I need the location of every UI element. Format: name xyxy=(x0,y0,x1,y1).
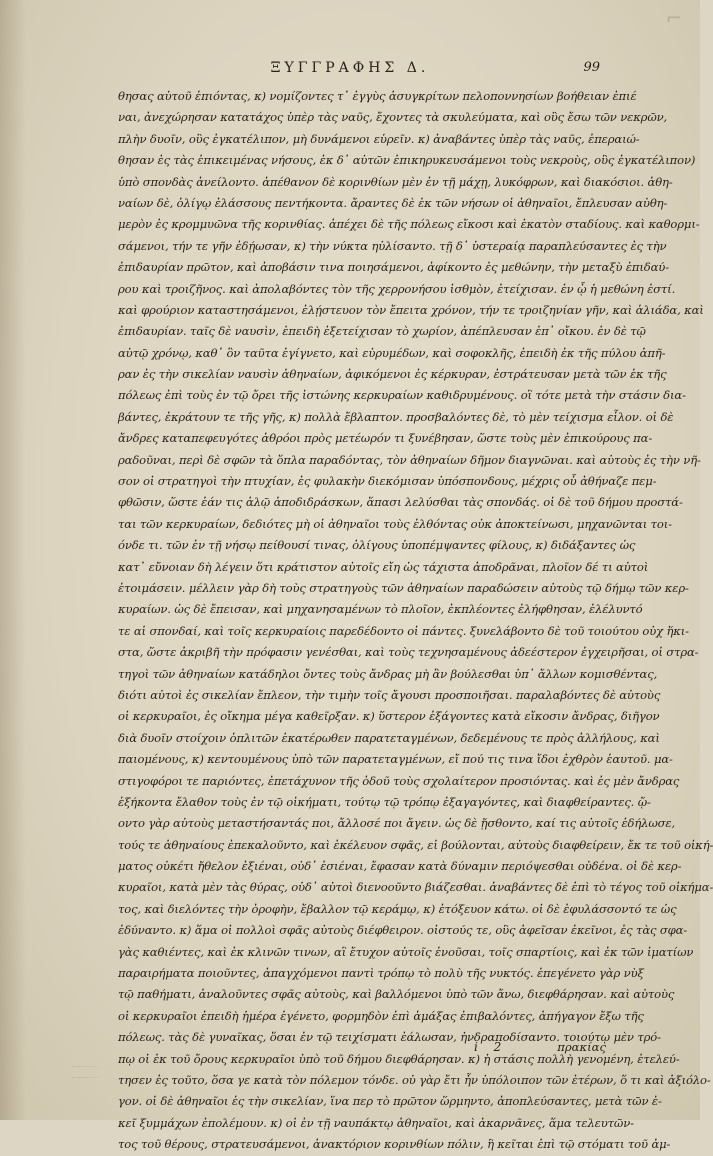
text-line: ματος οὐκέτι ἤθελον ἐξιέναι, οὐδ᾽ ἐσιέναι, ἔφασαν κατὰ δύναμιν περιόψεσθαι οὐδένα. οἱ δὲ κερ- xyxy=(118,859,682,874)
catchword: πρακίας xyxy=(557,1040,606,1054)
text-line: ἑτοιμάσειν. μέλλειν γὰρ δὴ τοὺς στρατηγοὺς τῶν ἀθηναίων παραδώσειν αὐτοὺς τῷ δήμῳ τῶν κερ- xyxy=(118,580,689,595)
text-line: ἐπιδαυρίαν πρῶτον, καὶ ἀποβάσιν τινα ποιησάμενοι, ἀφίκοντο ἐς μεθώνην, τὴν μεταξὺ ἐπιδαύ- xyxy=(118,260,669,275)
text-line: τος τοῦ θέρους, στρατευσάμενοι, ἀνακτόριον κορινθίων πόλιν, ἣ κεῖται ἐπὶ τῷ στόματι τοῦ ἀμ- xyxy=(118,1137,671,1152)
text-line: μερὸν ἐς κρομμυῶνα τῆς κορινθίας. ἀπέχει δὲ τῆς πόλεως εἴκοσι καὶ ἑκατὸν σταδίους. καὶ καθορμι- xyxy=(118,217,700,232)
text-line: τος, καὶ διελόντες τὴν ὀροφὴν, ἔβαλλον τῷ κεράμῳ, κ) ἐτόξευον κάτω. οἱ δὲ ἐφυλάσσοντό τε ὡς xyxy=(118,901,677,916)
text-line: ἑξήκοντα ἔλαθον τοὺς ἐν τῷ οἰκήματι, τούτῳ τῷ τρόπῳ ἐξαγαγόντες, καὶ διαφθείραντες. ᾤ- xyxy=(118,794,651,809)
corner-fold-icon: ⌐ xyxy=(665,6,683,30)
text-line: τῷ παθήματι, ἀναλοῦντες σφᾶς αὐτοὺς, καὶ βαλλόμενοι ὑπὸ τῶν ἄνω, διεφθάρησαν. καὶ αὐτοὺς xyxy=(118,987,675,1002)
running-head xyxy=(0,60,700,82)
gutter-shadow xyxy=(0,0,26,1120)
text-line: πόλεως ἐπὶ τοὺς ἐν τῷ ὄρει τῆς ἰστώνης κερκυραίων καθιδρυμένους. οἳ τότε μετὰ τὴν στάσιν δια- xyxy=(118,388,686,403)
text-line: θησαν ἐς τὰς ἐπικειμένας νήσους, ἐκ δ᾽ αὐτῶν ἐπικηρυκευσάμενοι τοὺς νεκροὺς, οὓς ἐγκατέλιπον) xyxy=(118,153,696,168)
text-line: τε αἱ σπονδαί, καὶ τοῖς κερκυραίοις παρεδέδοντο οἱ πάντες. ξυνελάβοντο δὲ τοῦ τοιούτου οὐχ ἥκι- xyxy=(118,623,689,638)
text-line: φθῶσιν, ὥστε ἐάν τις ἁλῷ ἀποδιδράσκων, ἅπασι λελύσθαι τὰς σπονδάς. οἱ δὲ τοῦ δήμου προστά- xyxy=(118,495,683,510)
text-line: διότι αὐτοὶ ἐς σικελίαν ἔπλεον, τὴν τιμὴν τοῖς ἄγουσι προσποιῆσαι. παραλαβόντες δὲ αὐτοὺς xyxy=(118,687,661,702)
text-line: στιγοφόροι τε παριόντες, ἐπετάχυνον τῆς ὁδοῦ τοὺς σχολαίτερον προσιόντας. καὶ ἐς μὲν ἄνδρας xyxy=(118,773,680,788)
text-line: σον οἱ στρατηγοὶ τὴν πτυχίαν, ἐς φυλακὴν διεκόμισαν ὑπόσπονδους, μέχρις οὗ ἀθήναζε πεμ- xyxy=(118,474,657,489)
page-number: 99 xyxy=(583,60,600,75)
text-line: πόλεως. τὰς δὲ γυναῖκας, ὅσαι ἐν τῷ τειχίσματι ἑάλωσαν, ἠνδραποδίσαντο. τοιούτῳ μὲν τρό- xyxy=(118,1030,661,1045)
text-line: οἱ κερκυραῖοι, ἐς οἴκημα μέγα καθεῖρξαν. κ) ὕστερον ἐξάγοντες κατὰ εἴκοσιν ἄνδρας, διῆγον xyxy=(118,709,660,724)
text-line: βάντες, ἐκράτουν τε τῆς γῆς, κ) πολλὰ ἔβλαπτον. προσβαλόντες δὲ, τὸ μὲν τείχισμα εἷλον. οἱ δὲ xyxy=(118,409,674,424)
text-line: τούς τε ἀθηναίους ἐπεκαλοῦντο, καὶ ἐκέλευον σφᾶς, εἰ βούλονται, αὐτοὺς διαφθείρειν, ἔκ τε τοῦ οἰκή- xyxy=(118,837,713,852)
text-line: κυραίων. ὡς δὲ ἔπεισαν, καὶ μηχανησαμένων τὸ πλοῖον, ἐκπλέοντες ἐλήφθησαν, ἐλέλυντό xyxy=(118,602,643,617)
text-line: οντο γὰρ αὐτοὺς μεταστήσαντάς ποι, ἄλλοσέ ποι ἄγειν. ὡς δὲ ᾔσθοντο, καί τις αὐτοῖς ἐδήλωσε, xyxy=(118,816,676,831)
running-title: ΞΥΓΓΡΑΦΗΣ Δ. xyxy=(270,60,430,76)
text-line: στα, ὥστε ἀκριβῆ τὴν πρόφασιν γενέσθαι, καὶ τοὺς τεχνησαμένους ἀδεέστερον ἐγχειρῆσαι, οἱ στρα- xyxy=(118,645,699,660)
text-line: ται τῶν κερκυραίων, δεδιότες μὴ οἱ ἀθηναῖοι τοὺς ἐλθόντας οὐκ ἀποκτείνωσι, μηχανῶνται τοι- xyxy=(118,516,672,531)
text-line: ἐδύναντο. κ) ἅμα οἱ πολλοὶ σφᾶς αὐτοὺς διέφθειρον. οἰστούς τε, οὓς ἀφεῖσαν ἐκεῖνοι, ἐς τὰς σφα- xyxy=(118,923,688,938)
text-line: διὰ δυοῖν στοίχοιν ὁπλιτῶν ἑκατέρωθεν παρατεταγμένων, δεδεμένους τε πρὸς ἀλλήλους, καὶ xyxy=(118,730,660,745)
text-line: παραιρήματα ποιοῦντες, ἀπαγχόμενοι παντὶ τρόπῳ τὸ πολὺ τῆς νυκτός. ἐπεγένετο γὰρ νὺξ xyxy=(118,966,644,981)
text-line: τησεν ἐς τοῦτο, ὅσα γε κατὰ τὸν πόλεμον τόνδε. οὐ γὰρ ἔτι ἦν ὑπόλοιπον τῶν ἑτέρων, ὅ τι καὶ ἀξιόλο- xyxy=(118,1072,711,1087)
text-line: ναι, ἀνεχώρησαν κατατάχος ὑπὲρ τὰς ναῦς, ἔχοντες τὰ σκυλεύματα, καὶ οὓς ἔσω τῶν νεκρῶν, xyxy=(118,110,668,125)
text-line: τηγοὶ τῶν ἀθηναίων κατάδηλοι ὄντες τοὺς ἄνδρας μὴ ἂν βούλεσθαι ὑπ᾽ ἄλλων κομισθέντας, xyxy=(118,666,658,681)
text-line: ραν ἐς τὴν σικελίαν ναυσὶν ἀθηναίων, ἀφικόμενοι ἐς κέρκυραν, ἐστράτευσαν μετὰ τῶν ἐκ τῆς xyxy=(118,367,667,382)
text-line: κατ᾽ εὔνοιαν δὴ λέγειν ὅτι κράτιστον αὐτοῖς εἴη ὡς τάχιστα ἀποδρᾶναι, πλοῖον δέ τι αὐτοὶ xyxy=(118,559,649,574)
text-line: οἱ κερκυραῖοι ἐπειδὴ ἡμέρα ἐγένετο, φορμηδὸν ἐπὶ ἁμάξας ἐπιβαλόντες, ἀπήγαγον ἔξω τῆς xyxy=(118,1008,644,1023)
text-line: ἐπιδαυρίαν. ταῖς δὲ ναυσὶν, ἐπειδὴ ἐξετείχισαν τὸ χωρίον, ἀπέπλευσαν ἐπ᾽ οἴκου. ἐν δὲ τῷ xyxy=(118,324,646,339)
text-line: πλὴν δυοῖν, οὓς ἐγκατέλιπον, μὴ δυνάμενοι εὑρεῖν. κ) ἀναβάντες ὑπὲρ τὰς ναῦς, ἐπεραιώ- xyxy=(118,131,640,146)
text-line: ρου καὶ τροιζῆνος. καὶ ἀπολαβόντες τὸν τῆς χερρονήσου ἰσθμὸν, ἐτείχισαν. ἐν ᾧ ἡ μεθώνη ἐστί. xyxy=(118,281,676,296)
text-line: γον. οἱ δὲ ἀθηναῖοι ἐς τὴν σικελίαν, ἵνα περ τὸ πρῶτον ὥρμηντο, ἀποπλεύσαντες, μετὰ τῶν ἐ- xyxy=(118,1094,662,1109)
text-line: γὰς καθιέντες, καὶ ἐκ κλινῶν τινων, αἳ ἔτυχον αὐτοῖς ἐνοῦσαι, τοῖς σπαρτίοις, καὶ ἐκ τῶν ἱματίων xyxy=(118,944,694,959)
text-line: αὐτῷ χρόνῳ, καθ᾽ ὃν ταῦτα ἐγίγνετο, καὶ εὐρυμέδων, καὶ σοφοκλῆς, ἐπειδὴ ἐκ τῆς πύλου ἀπῆ- xyxy=(118,345,666,360)
catchline xyxy=(118,1040,606,1062)
body-text xyxy=(118,86,713,1152)
text-line: ναίων δὲ, ὀλίγῳ ἐλάσσους πεντήκοντα. ἄραντες δὲ ἐκ τῶν νήσων οἱ ἀθηναῖοι, ἔπλευσαν αὐθη- xyxy=(118,195,668,210)
text-line: κυραῖοι, κατὰ μὲν τὰς θύρας, οὐδ᾽ αὐτοὶ διενοοῦντο βιάζεσθαι. ἀναβάντες δὲ ἐπὶ τὸ τέγος τοῦ οἰκήμα- xyxy=(118,880,713,895)
text-line: ὑπὸ σπονδὰς ἀνείλοντο. ἀπέθανον δὲ κορινθίων μὲν ἐν τῇ μάχῃ, λυκόφρων, καὶ διακόσιοι. ἀθη- xyxy=(118,174,673,189)
signature-mark: i 2 xyxy=(474,1040,508,1054)
text-line: πῳ οἱ ἐκ τοῦ ὄρους κερκυραῖοι ὑπὸ τοῦ δήμου διεφθάρησαν. κ) ἡ στάσις πολλὴ γενομένη, ἐτελεύ- xyxy=(118,1051,680,1066)
text-line: σάμενοι, τήν τε γῆν ἐδῄωσαν, κ) τὴν νύκτα ηὐλίσαντο. τῇ δ᾽ ὑστεραίᾳ παραπλεύσαντες ἐς τὴν xyxy=(118,238,667,253)
text-line: θησας αὐτοῦ ἐπιόντας, κ) νομίζοντες τ᾽ ἐγγὺς ἀσυγκρίτων πελοποννησίων βοήθειαν ἐπιέ xyxy=(118,89,637,103)
text-line: καὶ φρούριον καταστησάμενοι, ἐλῄστευον τὸν ἔπειτα χρόνον, τήν τε τροιζηνίαν γῆν, καὶ ἁλιάδα, καὶ xyxy=(118,302,704,317)
text-line: όνδε τι. τῶν ἐν τῇ νήσῳ πείθουσί τινας, ὀλίγους ὑποπέμψαντες φίλους, κ) διδάξαντες ὡς xyxy=(118,538,636,553)
text-line: παιομένους, κ) κεντουμένους ὑπὸ τῶν παρατεταγμένων, εἴ πού τις τινα ἴδοι ἐχθρὸν ἑαυτοῦ. μα- xyxy=(118,752,673,767)
text-line: ἄνδρες καταπεφευγότες ἀθρόοι πρὸς μετέωρόν τι ξυνέβησαν, ὥστε τοὺς μὲν ἐπικούρους πα- xyxy=(118,431,653,446)
faded-stamp xyxy=(72,1066,98,1078)
text-line: κεῖ ξυμμάχων ἐπολέμουν. κ) οἱ ἐν τῇ ναυπάκτῳ ἀθηναῖοι, καὶ ἀκαρνᾶνες, ἅμα τελευτῶν- xyxy=(118,1115,634,1130)
text-line: ραδοῦναι, περὶ δὲ σφῶν τὰ ὅπλα παραδόντας, τὸν ἀθηναίων δῆμον διαγνῶναι. καὶ αὐτοὺς ἐς τὴν νῆ- xyxy=(118,452,701,467)
